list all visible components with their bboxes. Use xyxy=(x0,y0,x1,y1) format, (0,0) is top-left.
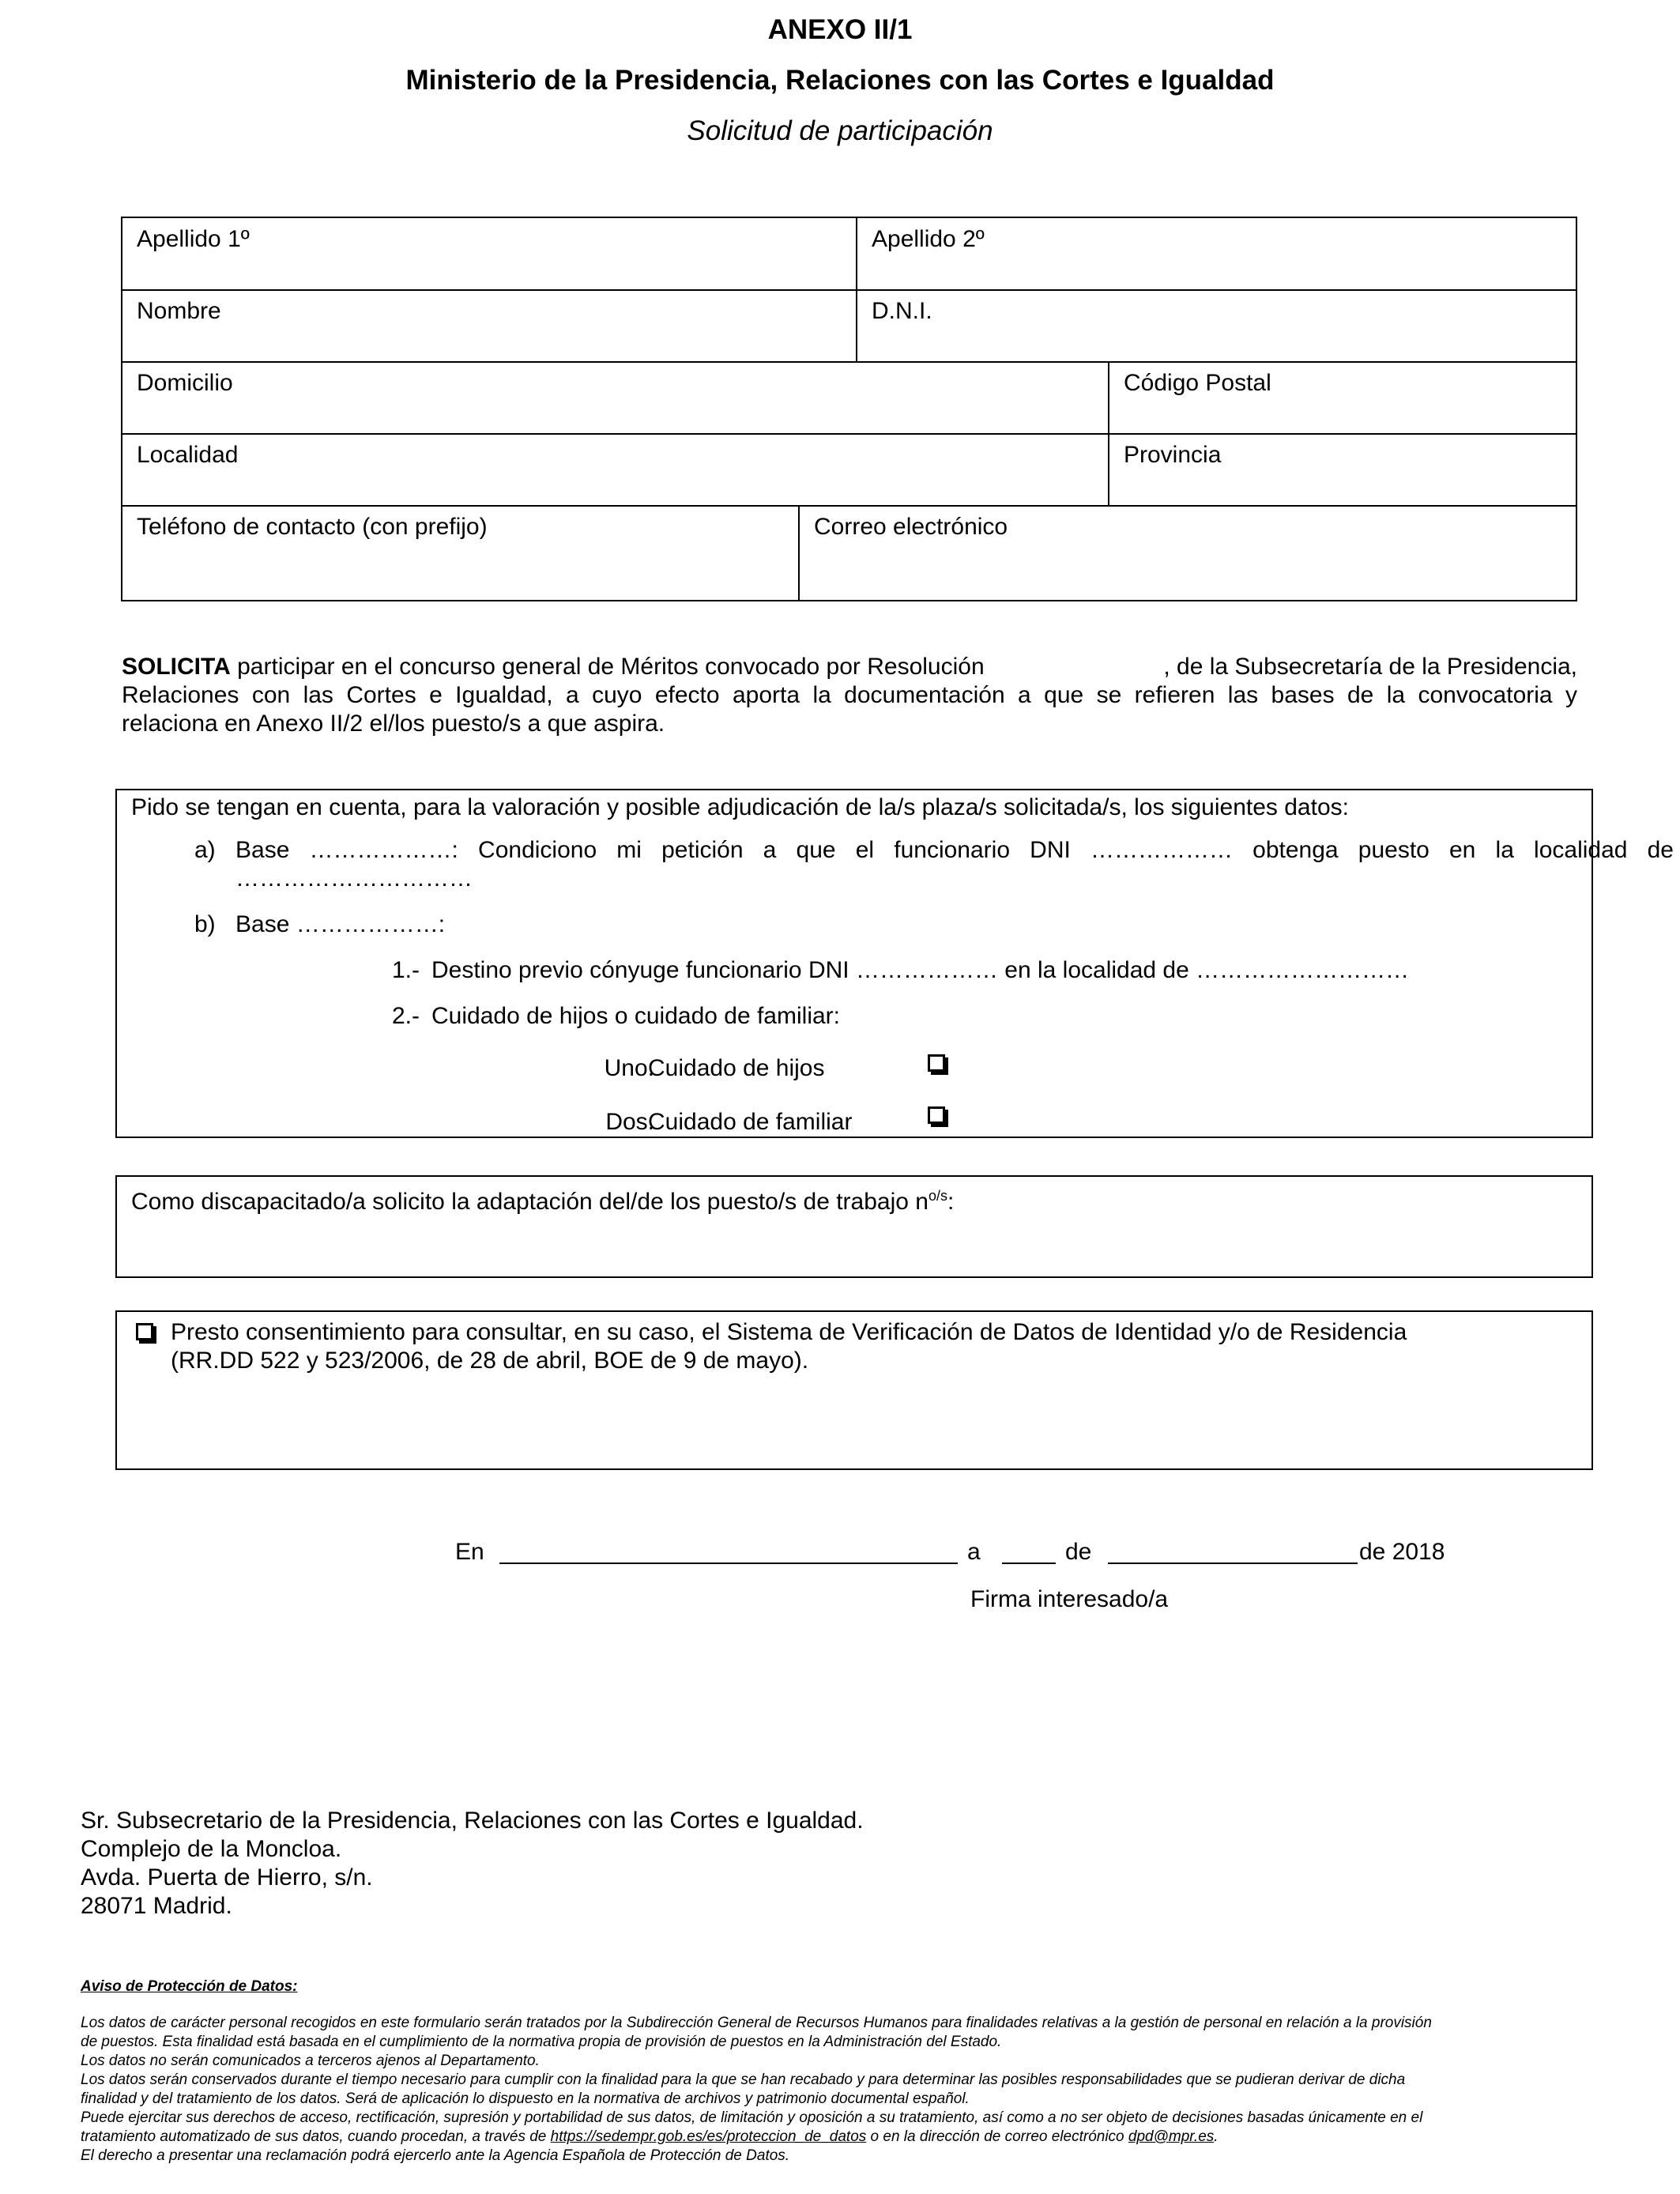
dos-text: Cuidado de familiar xyxy=(648,1109,853,1135)
privacy-p2: de puestos. Esta finalidad está basada en el cumplimiento de la normativa propia de provisión de puestos en la Administración del Estado. xyxy=(81,2034,1002,2050)
uno-marker: Uno. xyxy=(604,1055,654,1081)
privacy-title: Aviso de Protección de Datos: xyxy=(81,1978,298,1995)
signature-a-label: a xyxy=(967,1539,981,1565)
ministry-title: Ministerio de la Presidencia, Relaciones con las Cortes e Igualdad xyxy=(405,65,1275,96)
consent-line2: (RR.DD 522 y 523/2006, de 28 de abril, BOE de 9 de mayo). xyxy=(171,1348,809,1374)
recipient-line3: Avda. Puerta de Hierro, s/n. xyxy=(81,1864,373,1891)
privacy-p6: Puede ejercitar sus derechos de acceso, rectificación, supresión y portabilidad de sus datos, de limitación y oposición a su tratamiento, así como a no ser objeto de decisiones basadas únicamente en el xyxy=(81,2109,1423,2126)
personal-data-table xyxy=(121,217,1577,601)
item-2-text: Cuidado de hijos o cuidado de familiar: xyxy=(431,1003,840,1029)
solicita-bold: SOLICITA xyxy=(122,654,231,680)
dni-label: D.N.I. xyxy=(872,298,932,324)
row-divider xyxy=(122,505,1576,507)
solicita-line2: Relaciones con las Cortes e Igualdad, a cuyo efecto aporta la documentación a que se refieren las bases de la convocatoria y xyxy=(122,682,1577,708)
disability-text xyxy=(131,1182,954,1216)
item-a-line2: ………………………… xyxy=(235,865,473,892)
privacy-p3: Los datos no serán comunicados a terceros ajenos al Departamento. xyxy=(81,2053,540,2069)
signature-en-label: En xyxy=(455,1539,484,1565)
recipient-line2: Complejo de la Moncloa. xyxy=(81,1836,342,1862)
recipient-line1: Sr. Subsecretario de la Presidencia, Relaciones con las Cortes e Igualdad. xyxy=(81,1808,864,1834)
item-2-marker: 2.- xyxy=(392,1003,420,1029)
privacy-p7-b: o en la dirección de correo electrónico xyxy=(870,2128,1124,2145)
privacy-p7 xyxy=(81,2128,1582,2147)
disability-colon: : xyxy=(947,1189,955,1215)
privacy-p1: Los datos de carácter personal recogidos en este formulario serán tratados por la Subdirección General de Recursos Humanos para finalidades relativas a la gestión de personal en relación a la provisión xyxy=(81,2015,1432,2031)
row-divider xyxy=(122,361,1576,363)
dos-marker: Dos. xyxy=(605,1109,654,1135)
item-b-marker: b) xyxy=(194,911,216,937)
uno-text: Cuidado de hijos xyxy=(648,1055,825,1081)
col-divider xyxy=(798,505,800,601)
item-1-text: Destino previo cónyuge funcionario DNI ……………… en la localidad de ……………………… xyxy=(431,957,1410,983)
consent-checkbox[interactable] xyxy=(136,1323,153,1340)
item-a-marker: a) xyxy=(194,837,216,863)
surname1-label: Apellido 1º xyxy=(137,226,250,252)
day-line[interactable] xyxy=(1002,1563,1056,1564)
postal-code-label: Código Postal xyxy=(1124,370,1271,396)
signature-de-label: de xyxy=(1065,1539,1092,1565)
solicita-line1-b: , de la Subsecretaría de la Presidencia, xyxy=(1163,654,1577,680)
surname2-label: Apellido 2º xyxy=(872,226,985,252)
family-care-checkbox[interactable] xyxy=(928,1106,945,1124)
recipient-line4: 28071 Madrid. xyxy=(81,1893,232,1919)
item-1-marker: 1.- xyxy=(392,957,420,983)
privacy-p4: Los datos serán conservados durante el tiempo necesario para cumplir con la finalidad para la que se han recabado y para determinar las posibles responsabilidades que se pudieran derivar de dicha xyxy=(81,2071,1406,2088)
consent-box xyxy=(115,1310,1593,1470)
place-line[interactable] xyxy=(499,1563,958,1564)
consent-line1: Presto consentimiento para consultar, en su caso, el Sistema de Verificación de Datos de Identidad y/o de Residencia xyxy=(171,1319,1407,1345)
form-subtitle: Solicitud de participación xyxy=(687,115,993,146)
col-divider xyxy=(856,218,857,361)
locality-label: Localidad xyxy=(137,442,239,468)
privacy-email-link[interactable]: dpd@mpr.es xyxy=(1128,2128,1215,2145)
child-care-checkbox[interactable] xyxy=(928,1054,945,1072)
disability-text-main: Como discapacitado/a solicito la adaptación del/de los puesto/s de trabajo n xyxy=(131,1189,929,1215)
solicita-line3: relaciona en Anexo II/2 el/los puesto/s a que aspira. xyxy=(122,711,665,737)
privacy-p7-c: . xyxy=(1214,2128,1219,2145)
row-divider xyxy=(122,433,1576,435)
col-divider xyxy=(1108,361,1109,505)
privacy-p8: El derecho a presentar una reclamación podrá ejercerlo ante la Agencia Española de Protección de Datos. xyxy=(81,2147,790,2164)
phone-label: Teléfono de contacto (con prefijo) xyxy=(137,514,488,540)
privacy-p7-a: tratamiento automatizado de sus datos, cuando procedan, a través de xyxy=(81,2128,547,2145)
month-line[interactable] xyxy=(1108,1563,1358,1564)
recipient-address xyxy=(81,1807,864,1921)
solicita-line1-a: participar en el concurso general de Méritos convocado por Resolución xyxy=(237,654,985,680)
name-label: Nombre xyxy=(137,298,221,324)
privacy-link[interactable]: https://sedempr.gob.es/es/proteccion_de_datos xyxy=(550,2128,867,2145)
address-label: Domicilio xyxy=(137,370,233,396)
annex-title: ANEXO II/1 xyxy=(767,14,913,45)
disability-box xyxy=(115,1175,1593,1278)
privacy-notice xyxy=(81,2014,1582,2166)
preferences-box xyxy=(115,789,1674,1138)
signature-year: de 2018 xyxy=(1359,1539,1445,1565)
solicita-paragraph xyxy=(122,653,1577,738)
item-a-line1: Base ………………: Condiciono mi petición a que el funcionario DNI ……………… obtenga puesto en la localidad de xyxy=(235,837,1674,863)
preferences-intro: Pido se tengan en cuenta, para la valoración y posible adjudicación de la/s plaza/s solicitada/s, los siguientes datos: xyxy=(131,794,1349,820)
province-label: Provincia xyxy=(1124,442,1222,468)
privacy-p5: finalidad y del tratamiento de los datos. Será de aplicación lo dispuesto en la normativa de archivos y patrimonio documental español. xyxy=(81,2090,970,2107)
row-divider xyxy=(122,289,1576,291)
email-label: Correo electrónico xyxy=(814,514,1008,540)
disability-sup: o/s xyxy=(928,1188,947,1204)
signature-firma-label: Firma interesado/a xyxy=(970,1586,1169,1612)
item-b-text: Base ………………: xyxy=(235,911,446,937)
